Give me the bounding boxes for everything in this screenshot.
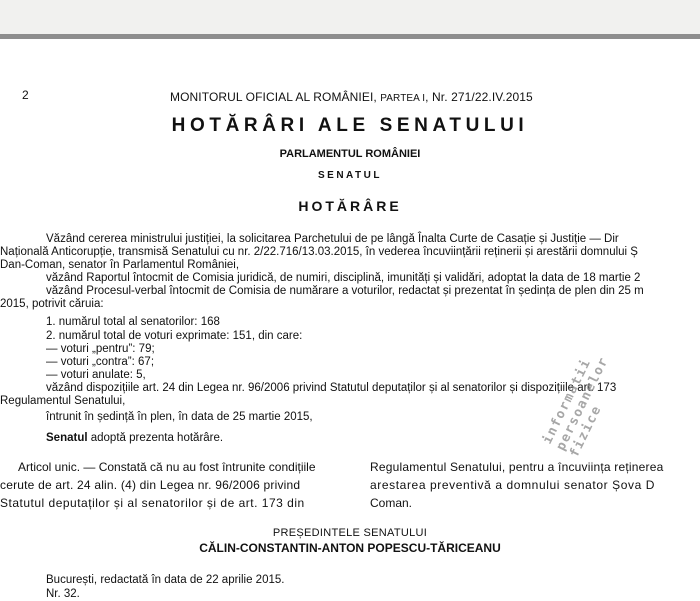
article-left-line: Statutul deputaților și al senatorilor și de art. 173 din [0, 496, 305, 510]
preamble-line: Națională Anticorupție, transmisă Senatului cu nr. 2/22.716/13.03.2015, în vederea încuviințării reținerii și arestării domnului Ș [0, 246, 638, 258]
preamble-line: văzând Procesul-verbal întocmit de Comisia de numărare a voturilor, redactat și prezentat în ședința de plen din 25 m [46, 285, 644, 297]
signature-role: PREȘEDINTELE SENATULUI [272, 527, 428, 539]
header-partea: PARTEA I [380, 93, 426, 104]
vote-line: 2. numărul total de voturi exprimate: 151, din care: [46, 330, 303, 342]
article-left-line: cerute de art. 24 alin. (4) din Legea nr. 96/2006 privind [0, 478, 301, 492]
preamble-line: văzând dispozițiile art. 24 din Legea nr. 96/2006 privind Statutul deputaților și al senatorilor și dispozițiile art. 173 [46, 382, 617, 394]
issuer: PARLAMENTUL ROMÂNIEI [279, 148, 421, 160]
vote-line: — voturi „contra”: 67; [46, 356, 155, 368]
page-number: 2 [22, 88, 29, 102]
adoption-rest: adoptă prezenta hotărâre. [87, 432, 224, 444]
vote-line: 1. numărul total al senatorilor: 168 [46, 316, 220, 328]
chamber: SENATUL [318, 170, 382, 181]
article-right-line: Coman. [370, 496, 413, 510]
vote-line: — voturi anulate: 5, [46, 369, 146, 381]
preamble-line: Regulamentul Senatului, [0, 395, 126, 407]
preamble-line: văzând Raportul întocmit de Comisia juridică, de numiri, disciplină, imunități și validări, adoptat la data de 18 martie 2 [46, 272, 641, 284]
top-band [0, 0, 700, 34]
section-title: HOTĂRÂRI ALE SENATULUI [171, 115, 529, 136]
senate-bold: Senatul [46, 432, 88, 444]
preamble-line: întrunit în ședință în plen, în data de 25 martie 2015, [46, 411, 313, 423]
running-header [170, 90, 533, 104]
header-pre: MONITORUL OFICIAL AL ROMÂNIEI, [170, 90, 381, 104]
vote-line: — voturi „pentru”: 79; [46, 343, 155, 355]
signature-name: CĂLIN-CONSTANTIN-ANTON POPESCU-TĂRICEANU [199, 541, 501, 555]
article-left-line: Articol unic. — Constată că nu au fost întrunite condițiile [18, 460, 316, 474]
watermark-stamp: informatii persoanelor fizice [540, 354, 612, 460]
preamble-line: Văzând cererea ministrului justiției, la solicitarea Parchetului de pe lângă Înalta Curte de Casație și Justiție — Dir [46, 233, 619, 245]
article-right-line: Regulamentul Senatului, pentru a încuviința reținerea [370, 460, 664, 474]
preamble-line: Dan-Coman, senator în Parlamentul României, [0, 259, 240, 271]
header-post: , Nr. 271/22.IV.2015 [425, 90, 533, 104]
article-right-line: arestarea preventivă a domnului senator Șova D [370, 478, 656, 492]
document-title: HOTĂRÂRE [298, 198, 402, 214]
act-number: Nr. 32. [46, 588, 80, 600]
preamble-line: 2015, potrivit căruia: [0, 298, 104, 310]
top-rule [0, 34, 700, 39]
place-date: București, redactată în data de 22 aprilie 2015. [46, 574, 285, 586]
adoption-line [46, 432, 223, 445]
